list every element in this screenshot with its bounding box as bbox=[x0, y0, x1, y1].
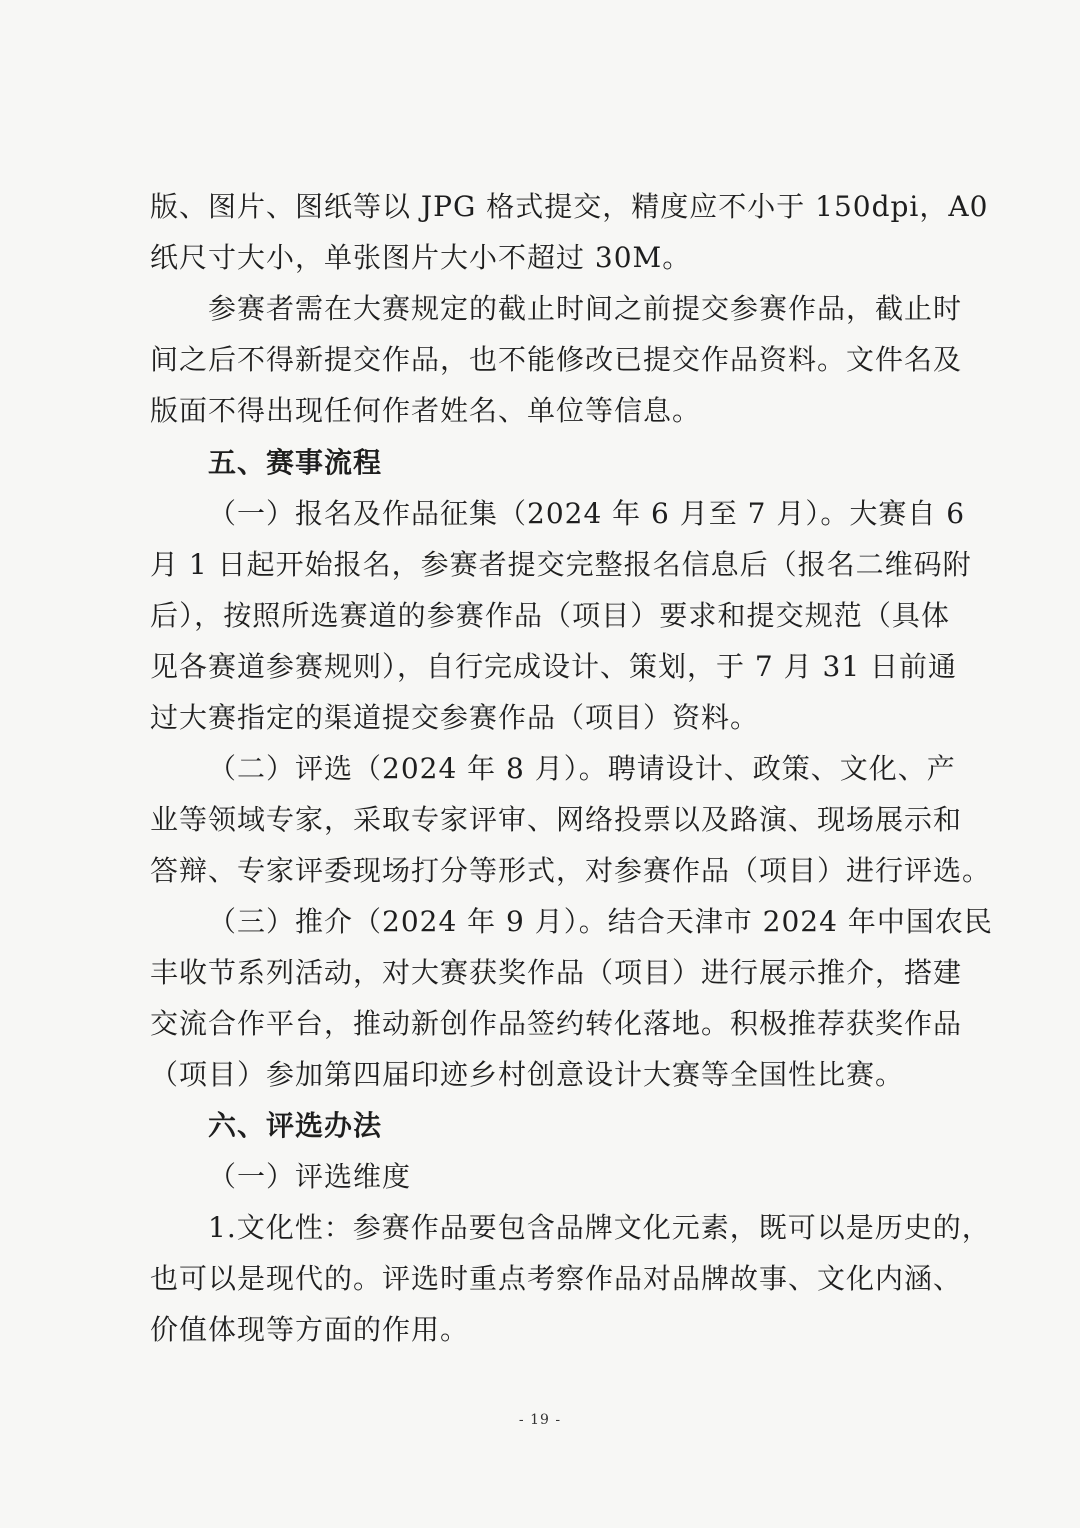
section-heading-5: 五、赛事流程 bbox=[208, 446, 383, 479]
body-line-1: 版、图片、图纸等以 JPG 格式提交，精度应不小于 150dpi，A0 bbox=[150, 190, 989, 223]
body-line-23: 价值体现等方面的作用。 bbox=[150, 1313, 470, 1346]
section-heading-6: 六、评选办法 bbox=[208, 1109, 383, 1142]
body-line-8: 月 1 日起开始报名，参赛者提交完整报名信息后（报名二维码附 bbox=[150, 548, 972, 581]
body-line-2: 纸尺寸大小，单张图片大小不超过 30M。 bbox=[150, 241, 692, 274]
body-line-12: （二）评选（2024 年 8 月）。聘请设计、政策、文化、产 bbox=[208, 752, 956, 785]
body-line-21: 1.文化性：参赛作品要包含品牌文化元素，既可以是历史的， bbox=[208, 1211, 991, 1244]
body-line-13: 业等领域专家，采取专家评审、网络投票以及路演、现场展示和 bbox=[150, 803, 963, 836]
body-line-17: 交流合作平台，推动新创作品签约转化落地。积极推荐获奖作品 bbox=[150, 1007, 963, 1040]
body-line-11: 过大赛指定的渠道提交参赛作品（项目）资料。 bbox=[150, 701, 760, 734]
body-line-15: （三）推介（2024 年 9 月）。结合天津市 2024 年中国农民 bbox=[208, 905, 993, 938]
body-line-7: （一）报名及作品征集（2024 年 6 月至 7 月）。大赛自 6 bbox=[208, 497, 966, 530]
body-line-22: 也可以是现代的。评选时重点考察作品对品牌故事、文化内涵、 bbox=[150, 1262, 963, 1295]
body-line-14: 答辩、专家评委现场打分等形式，对参赛作品（项目）进行评选。 bbox=[150, 854, 992, 887]
page-number: - 19 - bbox=[518, 1412, 562, 1428]
body-line-3: 参赛者需在大赛规定的截止时间之前提交参赛作品，截止时 bbox=[208, 292, 963, 325]
body-line-10: 见各赛道参赛规则），自行完成设计、策划，于 7 月 31 日前通 bbox=[150, 650, 958, 683]
body-line-4: 间之后不得新提交作品，也不能修改已提交作品资料。文件名及 bbox=[150, 343, 963, 376]
body-line-18: （项目）参加第四届印迹乡村创意设计大赛等全国性比赛。 bbox=[150, 1058, 905, 1091]
body-line-9: 后），按照所选赛道的参赛作品（项目）要求和提交规范（具体 bbox=[150, 599, 950, 632]
body-line-16: 丰收节系列活动，对大赛获奖作品（项目）进行展示推介，搭建 bbox=[150, 956, 963, 989]
body-line-5: 版面不得出现任何作者姓名、单位等信息。 bbox=[150, 394, 702, 427]
subsection-heading: （一）评选维度 bbox=[208, 1160, 412, 1193]
